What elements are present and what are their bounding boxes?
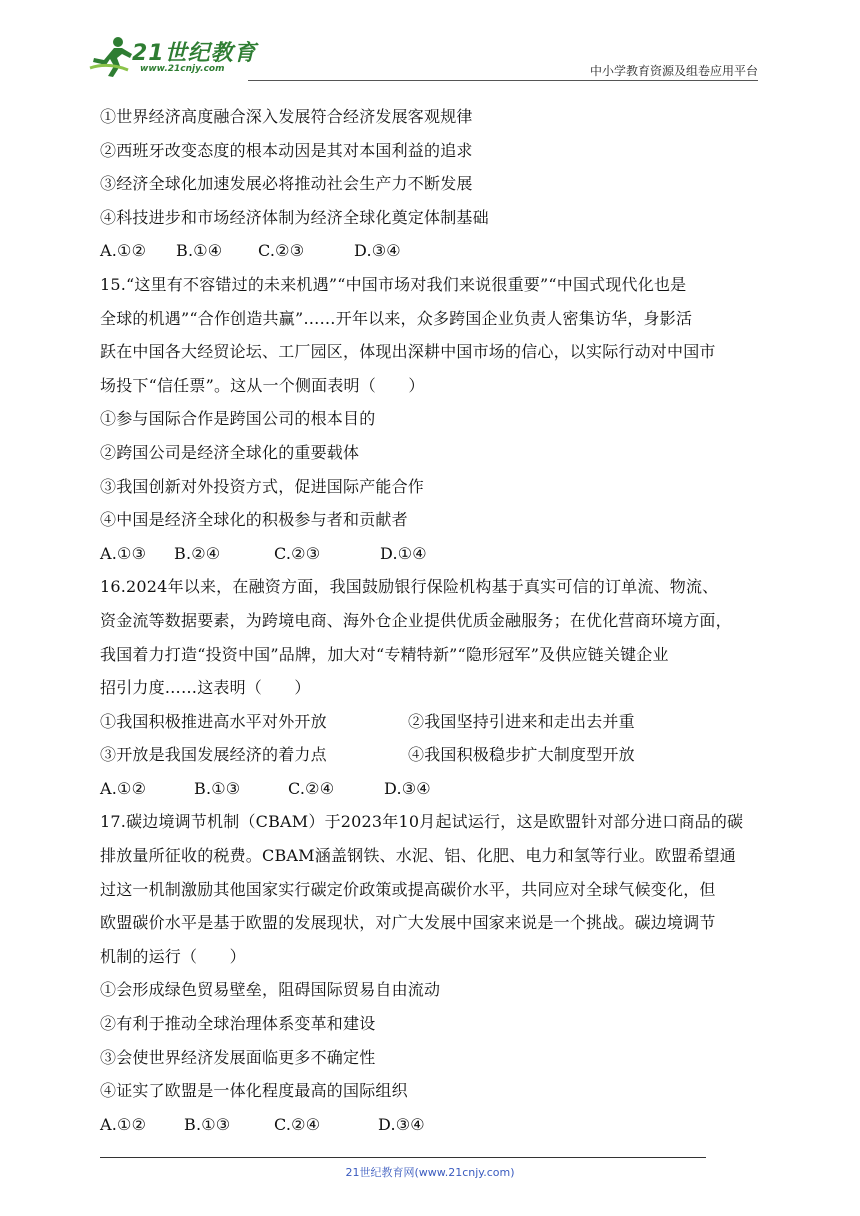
q16-statements-row-1 — [100, 705, 764, 739]
runner-icon — [88, 34, 134, 78]
q16-stem-2: 资金流等数据要素，为跨境电商、海外仓企业提供优质金融服务；在优化营商环境方面， — [100, 610, 732, 630]
option-d[interactable]: D.③④ — [354, 241, 401, 261]
question-content — [100, 100, 764, 1141]
q14-options — [100, 234, 764, 268]
q15-stem-1: 15.“这里有不容错过的未来机遇”“中国市场对我们来说很重要”“中国式现代化也是 — [100, 274, 687, 294]
q17-options — [100, 1108, 764, 1142]
page-header — [88, 30, 758, 82]
option-b[interactable]: B.②④ — [174, 543, 221, 563]
q16-statement-1: ①我国积极推进高水平对外开放 — [100, 711, 327, 731]
option-c[interactable]: C.②④ — [288, 778, 335, 798]
option-b[interactable]: B.①③ — [184, 1114, 231, 1134]
option-b[interactable]: B.①④ — [176, 241, 223, 261]
q15-options — [100, 537, 764, 571]
q15-statement-3: ③我国创新对外投资方式，促进国际产能合作 — [100, 476, 425, 496]
q15-statement-4: ④中国是经济全球化的积极参与者和贡献者 — [100, 510, 408, 530]
q16-options — [100, 772, 764, 806]
option-a[interactable]: A.①② — [100, 241, 147, 261]
q16-statements-row-2 — [100, 738, 764, 772]
header-platform-name: 中小学教育资源及组卷应用平台 — [589, 64, 758, 78]
q17-stem-2: 排放量所征收的税费。CBAM涵盖钢铁、水泥、铝、化肥、电力和氢等行业。欧盟希望通 — [100, 846, 736, 866]
footer-link[interactable]: 21世纪教育网(www.21cnjy.com) — [345, 1166, 515, 1179]
option-c[interactable]: C.②③ — [258, 241, 305, 261]
q16-stem-4: 招引力度……这表明（ ） — [100, 678, 311, 698]
q16-statement-3: ③开放是我国发展经济的着力点 — [100, 745, 327, 765]
q14-statement-4: ④科技进步和市场经济体制为经济全球化奠定体制基础 — [100, 207, 489, 227]
q17-statement-2: ②有利于推动全球治理体系变革和建设 — [100, 1014, 376, 1034]
q17-stem-3: 过这一机制激励其他国家实行碳定价政策或提高碳价水平，共同应对全球气候变化，但 — [100, 879, 716, 899]
q14-statement-1: ①世界经济高度融合深入发展符合经济发展客观规律 — [100, 107, 473, 126]
q15-stem-4: 场投下“信任票”。这从一个侧面表明（ ） — [100, 375, 425, 395]
q15-stem-3: 跃在中国各大经贸论坛、工厂园区，体现出深耕中国市场的信心，以实际行动对中国市 — [100, 342, 716, 362]
header-divider — [248, 80, 758, 81]
q16-stem-1: 16.2024年以来，在融资方面，我国鼓励银行保险机构基于真实可信的订单流、物流、 — [100, 577, 719, 597]
q16-stem-3: 我国着力打造“投资中国”品牌，加大对“专精特新”“隐形冠军”及供应链关键企业 — [100, 644, 669, 664]
q17-statement-4: ④证实了欧盟是一体化程度最高的国际组织 — [100, 1081, 408, 1101]
option-a[interactable]: A.①② — [100, 778, 147, 798]
q17-stem-5: 机制的运行（ ） — [100, 946, 246, 966]
option-d[interactable]: D.③④ — [384, 778, 431, 798]
q17-statement-3: ③会使世界经济发展面临更多不确定性 — [100, 1047, 376, 1067]
q14-statement-3: ③经济全球化加速发展必将推动社会生产力不断发展 — [100, 174, 473, 194]
logo-url: www.21cnjy.com — [140, 64, 225, 74]
option-c[interactable]: C.②④ — [274, 1114, 321, 1134]
option-d[interactable]: D.①④ — [380, 543, 427, 563]
q15-statement-2: ②跨国公司是经济全球化的重要载体 — [100, 442, 360, 462]
option-d[interactable]: D.③④ — [378, 1114, 425, 1134]
q14-statement-2: ②西班牙改变态度的根本动因是其对本国利益的追求 — [100, 140, 473, 160]
q17-stem-1: 17.碳边境调节机制（CBAM）于2023年10月起试运行，这是欧盟针对部分进口商品的碳 — [100, 812, 744, 832]
option-b[interactable]: B.①③ — [194, 778, 241, 798]
q16-statement-4: ④我国积极稳步扩大制度型开放 — [408, 745, 635, 765]
q15-stem-2: 全球的机遇”“合作创造共赢”……开年以来，众多跨国企业负责人密集访华，身影活 — [100, 308, 693, 328]
q17-statement-1: ①会形成绿色贸易壁垒，阻碍国际贸易自由流动 — [100, 980, 441, 1000]
site-logo[interactable] — [88, 34, 268, 78]
footer-divider — [100, 1157, 706, 1158]
option-c[interactable]: C.②③ — [274, 543, 321, 563]
option-a[interactable]: A.①② — [100, 1114, 147, 1134]
logo-text: 21世纪教育 — [132, 41, 257, 66]
q15-statement-1: ①参与国际合作是跨国公司的根本目的 — [100, 409, 376, 429]
q16-statement-2: ②我国坚持引进来和走出去并重 — [408, 711, 635, 731]
q17-stem-4: 欧盟碳价水平是基于欧盟的发展现状，对广大发展中国家来说是一个挑战。碳边境调节 — [100, 913, 716, 933]
option-a[interactable]: A.①③ — [100, 543, 147, 563]
